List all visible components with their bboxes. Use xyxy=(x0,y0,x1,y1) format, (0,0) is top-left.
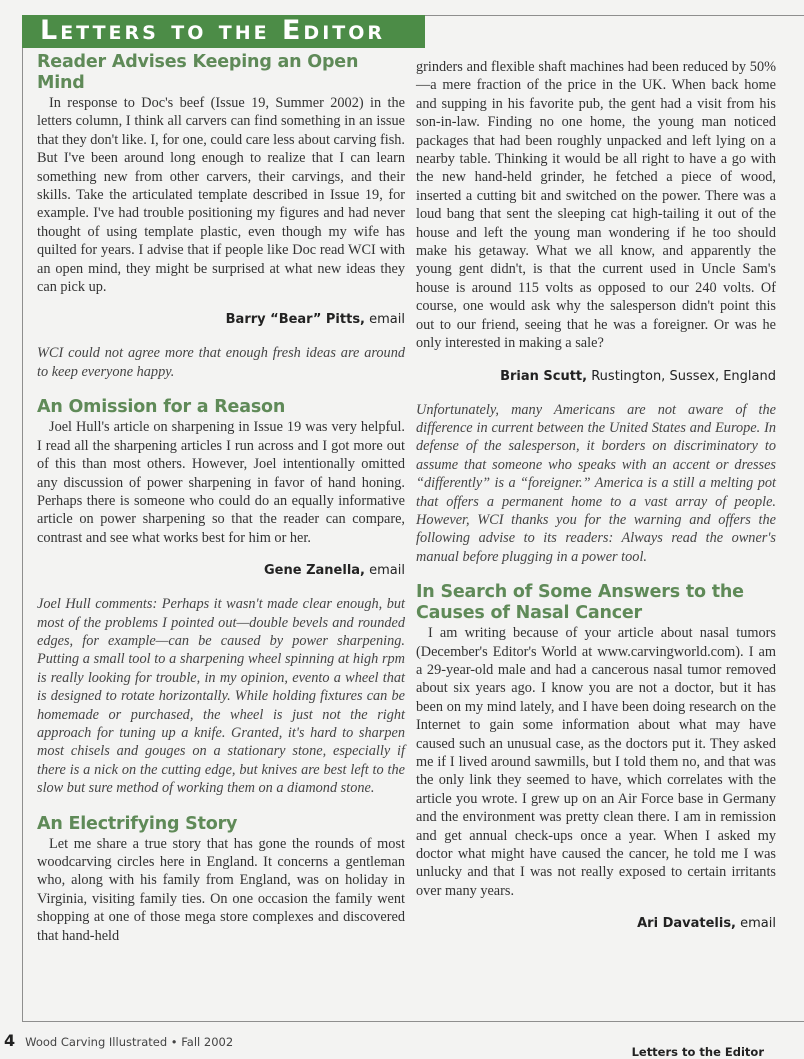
section-title: Letters to the Editor xyxy=(40,14,386,46)
letter-heading: An Electrifying Story xyxy=(37,813,238,834)
page-footer xyxy=(4,1031,233,1050)
letter-electrifying-story xyxy=(37,814,405,945)
letter-signature xyxy=(416,369,776,384)
publication-info: Wood Carving Illustrated • Fall 2002 xyxy=(25,1035,234,1049)
right-column xyxy=(416,58,776,948)
letter-heading: In Search of Some Answers to the Causes of Nasal Cancer xyxy=(416,582,744,624)
page-number: 4 xyxy=(4,1031,16,1050)
letter-heading: An Omission for a Reason xyxy=(37,397,286,418)
letter-body-part2: grinders and flexible shaft machines had been reduced by 50%—a mere fraction of the price in the UK. When back home and supping in his favorite pub, the gent had a visit from his son-in-law. Finding no one home, the young man noticed packages that had been roughly unpacked and left lying on a nearby table. Thinking it would be all right to have a go with the new hand-held grinder, he fetched a piece of wood, inserted a cutting bit and switched on the power. There was a loud bang that sent the sleeping cat high-tailing it out of the house and left the young man wondering if he too should make his getaway. What we all know, and apparently the young gent didn't, is that the current used in Uncle Sam's house is around 115 volts as opposed to our 240 volts. Of course, one would ask why the salesperson didn't point this out to our friend, seeing that he was a foreigner. Or was he only interested in making a sale? xyxy=(416,59,776,352)
author-location: Rustington, Sussex, England xyxy=(591,368,776,384)
letter-body: I am writing because of your article about nasal tumors (December's Editor's World at www.carvingworld.com). I am a 29-year-old male and had a cancerous nasal tumor removed about six years ago. I know you are not a doctor, but it has been on my mind lately, and I have been doing research on the Internet to gain some information about what may have caused such an unusual case, as the doctors put it. They asked me if I lived around sawmills, but I told them no, and that was the only link they seemed to have, which correlates with the article you wrote. I grew up on an Air Force base in Germany and the environment was pretty clean there. I am in remission and get annual check-ups once a year. When I asked my doctor what might have caused the cancer, he told me I was unlucky and that I was not really exposed to certain irritants over many years. xyxy=(416,625,776,899)
letter-open-mind xyxy=(37,52,405,381)
left-column xyxy=(37,52,405,945)
author-location: email xyxy=(740,916,776,932)
section-banner xyxy=(22,15,425,48)
letter-nasal-cancer xyxy=(416,582,776,931)
author-name: Brian Scutt, xyxy=(500,368,588,384)
letter-omission xyxy=(37,397,405,797)
letter-signature xyxy=(37,563,405,578)
author-location: email xyxy=(369,312,405,328)
author-name: Gene Zanella, xyxy=(264,563,365,579)
editor-reply: Unfortunately, many Americans are not aware of the difference in current between the United States and Europe. In defense of the salesperson, it borders on discriminatory to assume that someone who speaks with an accent or dresses “differently” is a “foreigner.” America is a still a melting pot that offers a permanent home to a vast array of people. However, WCI thanks you for the warning and offers the following advise to its readers: Always read the owner's manual before plugging in a power tool. xyxy=(416,401,776,565)
letter-body: In response to Doc's beef (Issue 19, Summer 2002) in the letters column, I think all carvers can find something in an issue that they don't like. I, for one, could care less about carving fish. But I've been around long enough to realize that I can learn something new from other carvers, their carvings, and their skills. Take the articulated template described in Issue 19, for example. I've had trouble positioning my figures and had never thought of using template plastic, even though my wife has quilted for years. I advise that if people like Doc read WCI with an open mind, they might be surprised at what new ideas they can pick up. xyxy=(37,95,405,296)
letter-body: Joel Hull's article on sharpening in Issue 19 was very helpful. I read all the sharpening articles I run across and I got more out of this than most others. However, Joel intentionally omitted any discussion of power sharpening in favor of hand honing. Perhaps there is someone who could do an equally informative article on power sharpening so that the reader can compare, contrast and see what works best for him or her. xyxy=(37,419,405,546)
letter-signature xyxy=(37,312,405,327)
letter-signature xyxy=(416,916,776,931)
editor-reply: Joel Hull comments: Perhaps it wasn't made clear enough, but most of the problems I pointed out—double bevels and rounded edges, for example—can be caused by power sharpening. Putting a small tool to a sharpening wheel spinning at high rpm is really looking for trouble, in my opinion, evento a wheel that is designed to rotate horizontally. While holding fixtures can be homemade or purchased, the wheel is just not the right approach for tuning up a knife. Granted, it's hard to sharpen most chisels and gouges on a stationary stone, especially if there is a nick on the cutting edge, but knives are best left to the slow but sure method of working them on a diamond stone. xyxy=(37,596,405,797)
editor-reply: WCI could not agree more that enough fresh ideas are around to keep everyone happy. xyxy=(37,345,405,380)
section-footer-label: Letters to the Editor xyxy=(631,1045,764,1059)
author-name: Barry “Bear” Pitts, xyxy=(225,312,365,328)
letter-heading: Reader Advises Keeping an Open Mind xyxy=(37,52,359,93)
letter-body-part1: Let me share a true story that has gone the rounds of most woodcarving circles here in England. It concerns a gentleman who, along with his family from England, was on holiday in Virginia, visiting family ties. On one occasion the family went shopping at one of those mega store complexes and discovered that hand-held xyxy=(37,835,405,944)
author-name: Ari Davatelis, xyxy=(637,916,736,932)
author-location: email xyxy=(369,563,405,579)
